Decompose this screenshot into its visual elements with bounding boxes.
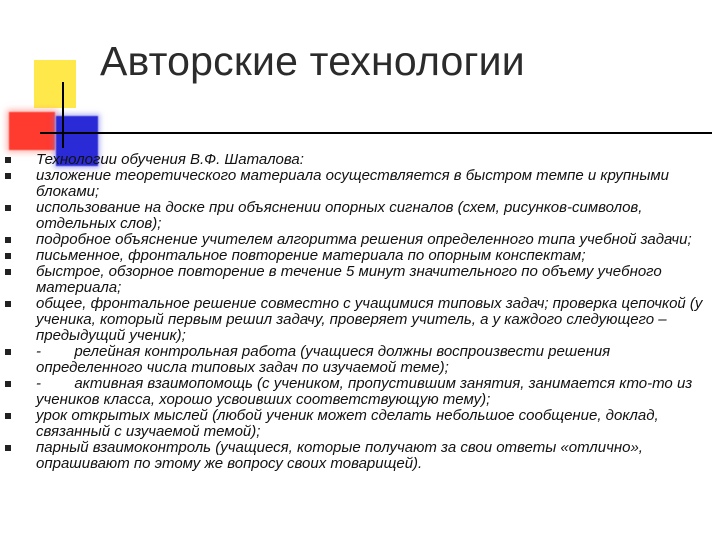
list-item-text: урок открытых мыслей (любой ученик может сделать небольшое сообщение, доклад, связанный с изучаемой темой);	[36, 407, 663, 440]
list-item	[0, 440, 720, 472]
list-item	[0, 200, 720, 232]
slide-title: Авторские технологии	[100, 38, 525, 84]
list-item	[0, 376, 720, 408]
list-item-text: общее, фронтальное решение совместно с учащимися типовых задач; проверка цепочкой (у ученика, который первым решил задачу, проверяет учитель, а у каждого следующего – предыдущий ученик);	[36, 295, 707, 344]
square-bullet-icon	[5, 381, 11, 387]
list-item-text: изложение теоретического материала осуществляется в быстром темпе и крупными блоками;	[36, 167, 674, 200]
decor-vertical-line	[62, 82, 64, 148]
list-item	[0, 296, 720, 344]
bullet-list	[0, 152, 720, 472]
square-bullet-icon	[5, 157, 11, 163]
list-item	[0, 344, 720, 376]
list-item	[0, 248, 720, 264]
list-item-text: подробное объяснение учителем алгоритма решения определенного типа учебной задачи;	[36, 231, 692, 248]
list-item	[0, 152, 720, 168]
list-item-text: Технологии обучения В.Ф. Шаталова:	[36, 151, 304, 168]
decor-yellow-square	[34, 60, 76, 108]
slide-content	[0, 152, 720, 472]
decor-red-square	[9, 112, 55, 150]
square-bullet-icon	[5, 413, 11, 419]
list-item	[0, 264, 720, 296]
list-item	[0, 168, 720, 200]
list-item-text: - релейная контрольная работа (учащиеся должны воспроизвести решения определенного числа типовых задач по изучаемой теме);	[36, 343, 615, 376]
square-bullet-icon	[5, 445, 11, 451]
list-item	[0, 408, 720, 440]
list-item-text: быстрое, обзорное повторение в течение 5 минут значительного по объему учебного материала;	[36, 263, 666, 296]
list-item-text: - активная взаимопомощь (с учеником, пропустившим занятия, занимается кто-то из учеников класса, хорошо усвоивших соответствующую тему);	[36, 375, 697, 408]
list-item-text: использование на доске при объяснении опорных сигналов (схем, рисунков-символов, отдельных слов);	[36, 199, 647, 232]
square-bullet-icon	[5, 349, 11, 355]
square-bullet-icon	[5, 253, 11, 259]
list-item-text: парный взаимоконтроль (учащиеся, которые получают за свои ответы «отлично», опрашивают по этому же вопросу своих товарищей).	[36, 439, 648, 472]
list-item	[0, 232, 720, 248]
square-bullet-icon	[5, 237, 11, 243]
title-divider-line	[40, 132, 712, 134]
square-bullet-icon	[5, 173, 11, 179]
square-bullet-icon	[5, 301, 11, 307]
square-bullet-icon	[5, 269, 11, 275]
square-bullet-icon	[5, 205, 11, 211]
list-item-text: письменное, фронтальное повторение материала по опорным конспектам;	[36, 247, 586, 264]
